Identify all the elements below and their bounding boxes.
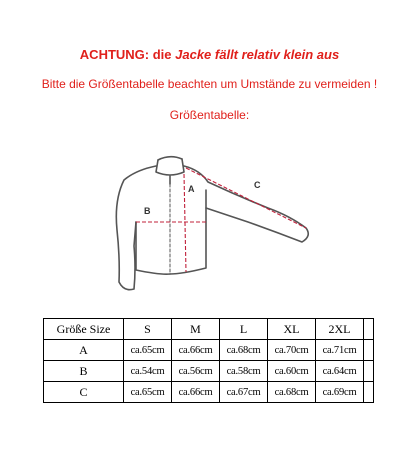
- table-cell: ca.64cm: [316, 361, 364, 382]
- table-row: [44, 361, 374, 382]
- header-cell-size: Größe Size: [44, 319, 124, 340]
- measure-line-c: [186, 168, 306, 228]
- table-cell: ca.68cm: [220, 340, 268, 361]
- measure-label-c: C: [254, 180, 261, 190]
- size-chart-heading: Größentabelle:: [169, 108, 250, 122]
- table-cell: ca.54cm: [124, 361, 172, 382]
- table-cell: ca.70cm: [268, 340, 316, 361]
- header-cell-s: S: [124, 319, 172, 340]
- table-cell-empty: [364, 340, 374, 361]
- table-cell: ca.56cm: [172, 361, 220, 382]
- table-cell: ca.68cm: [268, 382, 316, 403]
- header-cell-m: M: [172, 319, 220, 340]
- table-cell-empty: [364, 382, 374, 403]
- size-advice: Bitte die Größentabelle beachten um Umstände zu vermeiden !: [41, 77, 378, 91]
- table-cell: ca.66cm: [172, 340, 220, 361]
- table-cell: ca.65cm: [124, 340, 172, 361]
- header-cell-l: L: [220, 319, 268, 340]
- table-cell: ca.66cm: [172, 382, 220, 403]
- jacket-diagram: [100, 150, 330, 300]
- warning-headline: [0, 47, 419, 62]
- row-label: B: [44, 361, 124, 382]
- measure-lines: [136, 168, 306, 272]
- measure-line-a: [184, 174, 186, 272]
- row-label: C: [44, 382, 124, 403]
- header-cell-xl: XL: [268, 319, 316, 340]
- row-label: A: [44, 340, 124, 361]
- table-cell: ca.60cm: [268, 361, 316, 382]
- table-row: [44, 340, 374, 361]
- table-cell: ca.71cm: [316, 340, 364, 361]
- table-cell: ca.65cm: [124, 382, 172, 403]
- measure-label-b: B: [144, 206, 151, 216]
- size-chart-table: [43, 318, 374, 403]
- table-cell: ca.58cm: [220, 361, 268, 382]
- warning-emphasis: Jacke fällt relativ klein aus: [175, 47, 340, 62]
- table-cell: ca.67cm: [220, 382, 268, 403]
- table-cell-empty: [364, 361, 374, 382]
- table-row: [44, 382, 374, 403]
- table-cell: ca.69cm: [316, 382, 364, 403]
- warning-prefix: ACHTUNG: die: [79, 47, 176, 62]
- measure-label-a: A: [188, 184, 195, 194]
- jacket-outline: [116, 157, 308, 290]
- header-cell-2xl: 2XL: [316, 319, 364, 340]
- header-cell-empty: [364, 319, 374, 340]
- table-header-row: [44, 319, 374, 340]
